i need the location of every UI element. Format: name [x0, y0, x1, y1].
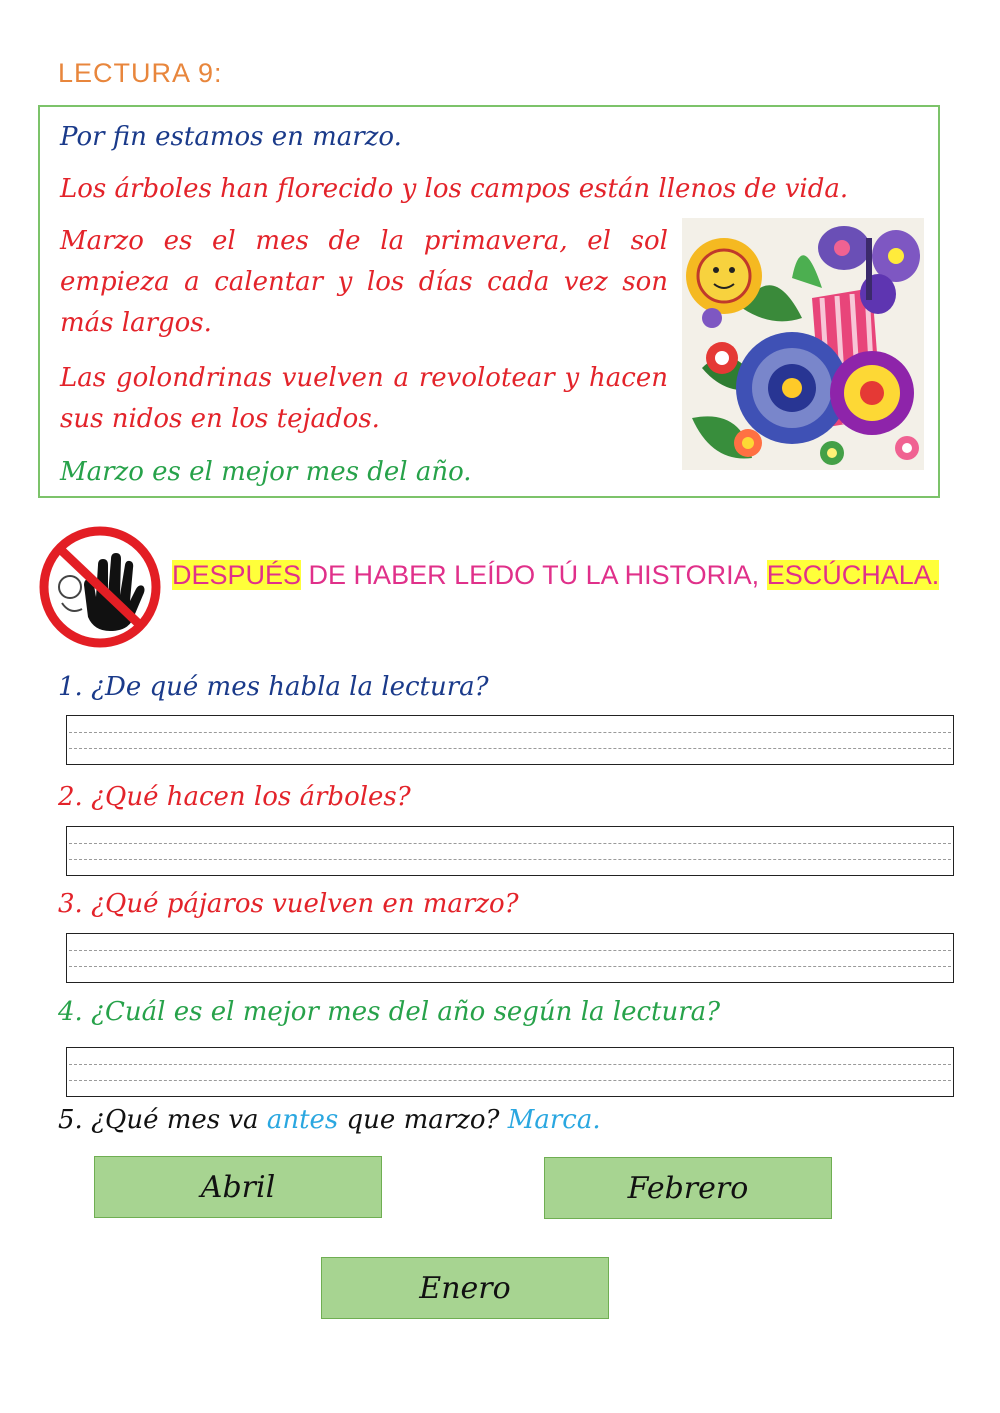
question-3: 3. ¿Qué pájaros vuelven en marzo?	[58, 889, 519, 919]
answer-input-1[interactable]	[66, 715, 954, 765]
instruction-highlight-escuchala: ESCÚCHALA.	[766, 560, 940, 590]
question-5	[58, 1105, 601, 1135]
question-4: 4. ¿Cuál es el mejor mes del año según la lectura?	[58, 997, 721, 1027]
reading-line-5: Marzo es el mejor mes del año.	[60, 457, 472, 487]
answer-input-2[interactable]	[66, 826, 954, 876]
answer-input-3[interactable]	[66, 933, 954, 983]
page-title: LECTURA 9:	[58, 58, 223, 88]
question-1: 1. ¿De qué mes habla la lectura?	[58, 672, 489, 702]
instruction-middle: DE HABER LEÍDO TÚ LA HISTORIA,	[301, 560, 767, 590]
choice-enero-button[interactable]: Enero	[321, 1257, 609, 1319]
choice-abril-button[interactable]: Abril	[94, 1156, 382, 1218]
question-5-antes: antes	[266, 1105, 339, 1135]
reading-paragraph-4: Las golondrinas vuelven a revolotear y hacen sus nidos en los tejados.	[60, 363, 668, 434]
question-5-part1: 5. ¿Qué mes va	[58, 1105, 267, 1135]
question-2: 2. ¿Qué hacen los árboles?	[58, 782, 411, 812]
instruction-highlight-despues: DESPUÉS	[172, 560, 302, 590]
reading-line-1: Por fin estamos en marzo.	[60, 122, 402, 152]
flower-butterfly-illustration	[682, 218, 924, 470]
listen-instruction	[172, 560, 939, 591]
stop-hand-icon	[38, 525, 162, 649]
answer-input-4[interactable]	[66, 1047, 954, 1097]
reading-paragraph-3: Marzo es el mes de la primavera, el sol empieza a calentar y los días cada vez son más largos.	[60, 226, 668, 338]
question-5-marca: Marca.	[507, 1105, 601, 1135]
reading-line-2: Los árboles han florecido y los campos están llenos de vida.	[60, 174, 849, 204]
question-5-part2: que marzo?	[338, 1105, 508, 1135]
choice-febrero-button[interactable]: Febrero	[544, 1157, 832, 1219]
